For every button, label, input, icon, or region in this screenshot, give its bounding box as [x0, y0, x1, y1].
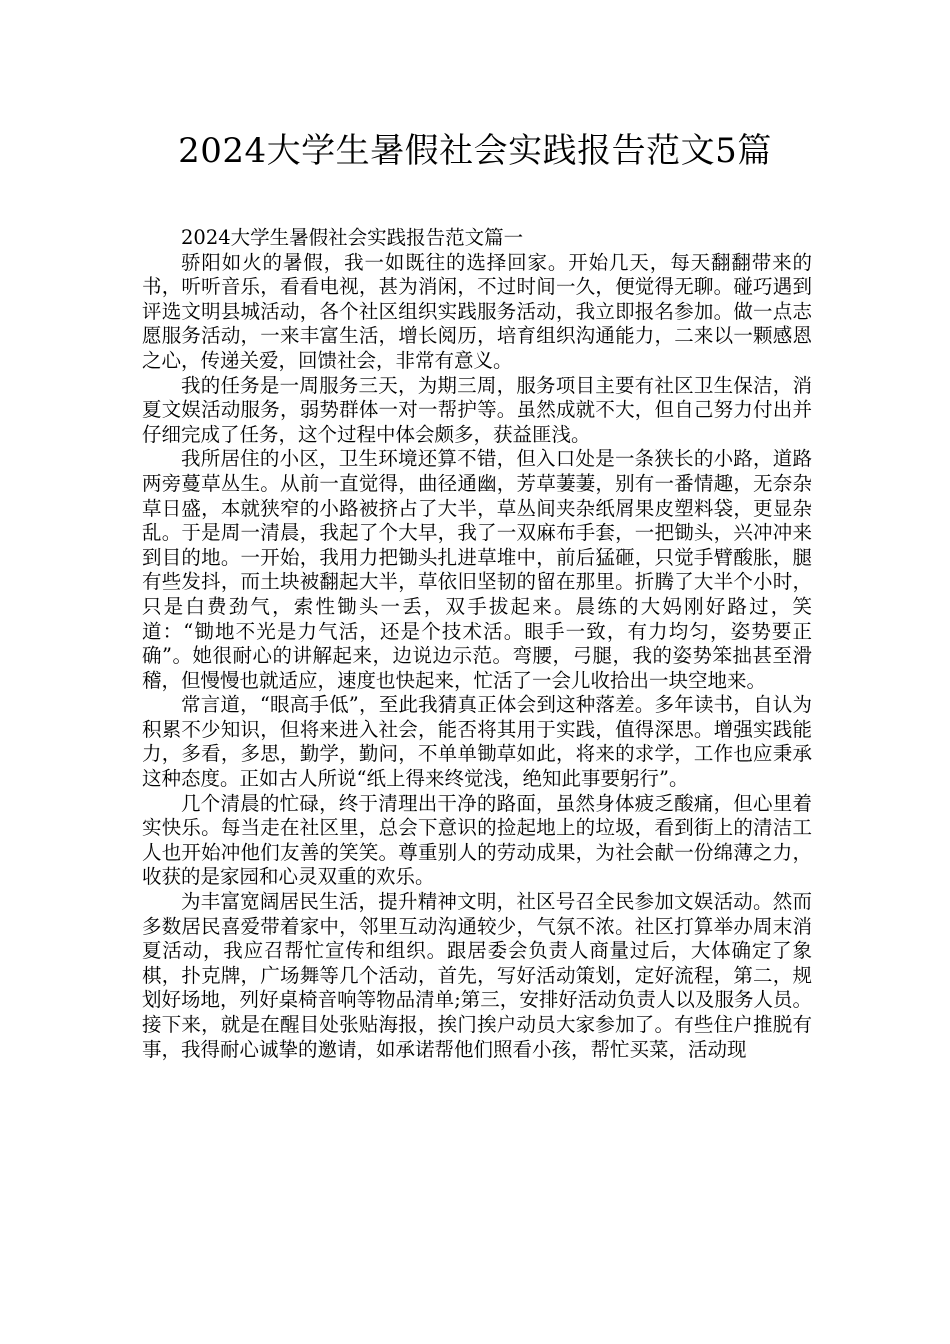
paragraph-2: 我的任务是一周服务三天，为期三周，服务项目主要有社区卫生保洁，消夏文娱活动服务，弱势群体一对一帮护等。虽然成就不大，但自己努力付出并仔细完成了任务，这个过程中体会颇多，获益匪浅。: [142, 373, 812, 446]
section-heading: 2024大学生暑假社会实践报告范文篇一: [181, 226, 524, 249]
paragraph-3: 我所居住的小区，卫生环境还算不错，但入口处是一条狭长的小路，道路两旁蔓草丛生。从前一直觉得，曲径通幽，芳草萋萋，别有一番情趣，无奈杂草日盛，本就狭窄的小路被挤占了大半，草丛间夹杂纸屑果皮塑料袋，更显杂乱。于是周一清晨，我起了个大早，我了一双麻布手套，一把锄头，兴冲冲来到目的地。一开始，我用力把锄头扎进草堆中，前后猛砸，只觉手臂酸胀，腿有些发抖，而土块被翻起大半，草依旧坚韧的留在那里。折腾了大半个小时，只是白费劲气，索性锄头一丢，双手拔起来。晨练的大妈刚好路过，笑道：“锄地不光是力气活，还是个技术活。眼手一致，有力均匀，姿势要正确”。她很耐心的讲解起来，边说边示范。弯腰，弓腿，我的姿势笨拙甚至滑稽，但慢慢也就适应，速度也快起来，忙活了一会儿收拾出一块空地来。: [142, 447, 812, 692]
document-title: 2024大学生暑假社会实践报告范文5篇: [178, 131, 772, 171]
paragraph-4: 常言道，“眼高手低”，至此我猜真正体会到这种落差。多年读书，自认为积累不少知识，但将来进入社会，能否将其用于实践，值得深思。增强实践能力，多看，多思，勤学，勤问，不单单锄草如此，将来的求学，工作也应秉承这种态度。正如古人所说“纸上得来终觉浅，绝知此事要躬行”。: [142, 693, 812, 791]
document-body: [142, 226, 812, 1062]
paragraph-6: 为丰富宽阔居民生活，提升精神文明，社区号召全民参加文娱活动。然而多数居民喜爱带着家中，邻里互动沟通较少，气氛不浓。社区打算举办周末消夏活动，我应召帮忙宣传和组织。跟居委会负责人商量过后，大体确定了象棋，扑克牌，广场舞等几个活动，首先，写好活动策划，定好流程，第二，规划好场地，列好桌椅音响等物品清单;第三，安排好活动负责人以及服务人员。接下来，就是在醒目处张贴海报，挨门挨户动员大家参加了。有些住户推脱有事，我得耐心诚挚的邀请，如承诺帮他们照看小孩，帮忙买菜，活动现: [142, 890, 812, 1061]
paragraph-1: 骄阳如火的暑假，我一如既往的选择回家。开始几天，每天翻翻带来的书，听听音乐，看看电视，甚为消闲，不过时间一久，便觉得无聊。碰巧遇到评选文明县城活动，各个社区组织实践服务活动，我立即报名参加。做一点志愿服务活动，一来丰富生活，增长阅历，培育组织沟通能力，二来以一颗感恩之心，传递关爱，回馈社会，非常有意义。: [142, 250, 812, 372]
paragraph-5: 几个清晨的忙碌，终于清理出干净的路面，虽然身体疲乏酸痛，但心里着实快乐。每当走在社区里，总会下意识的捡起地上的垃圾，看到街上的清洁工人也开始冲他们友善的笑笑。尊重别人的劳动成果，为社会献一份绵薄之力，收获的是家园和心灵双重的欢乐。: [142, 791, 812, 889]
